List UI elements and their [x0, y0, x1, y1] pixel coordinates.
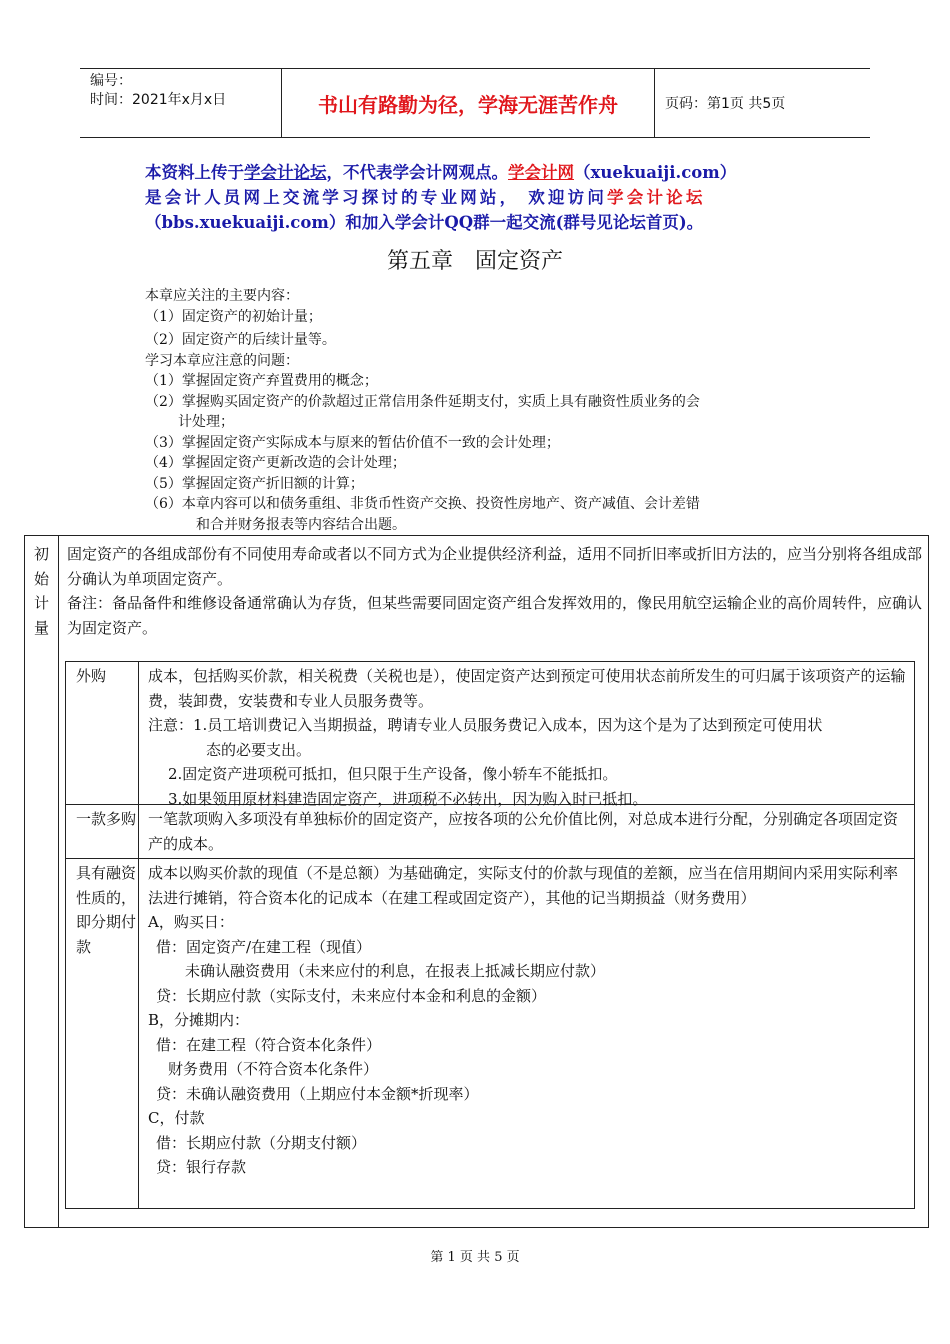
row-line: 贷：未确认融资费用（上期应付本金额*折现率）: [156, 1084, 479, 1103]
row-key: 具有融资性质的，即分期付款: [66, 859, 139, 1208]
page-footer: 第 1 页 共 5 页: [430, 1250, 520, 1265]
intro-heading-1: 本章应关注的主要内容：: [145, 288, 299, 304]
row-line: 贷：银行存款: [156, 1158, 247, 1176]
label-char: 初: [33, 545, 49, 563]
upload-notice: [145, 160, 810, 235]
row-value: [148, 664, 908, 811]
site-link[interactable]: 学会计网: [508, 163, 574, 182]
row-line: 2.固定资产进项税可抵扣，但只限于生产设备，像小轿车不能抵扣。: [168, 765, 618, 783]
intro-item: （3）掌握固定资产实际成本与原来的暂估价值不一致的会计处理；: [145, 434, 560, 451]
label-char: 量: [33, 618, 49, 637]
row-line: 借：在建工程（符合资本化条件）: [156, 1035, 382, 1054]
header-page-info: 页码：第1页 共5页: [665, 96, 786, 112]
row-line: A，购买日：: [148, 913, 234, 931]
label-char: 始: [33, 569, 49, 588]
row-value: [148, 807, 908, 856]
page-header: [80, 68, 870, 138]
notice-text-2: ，不代表学会计网观点。: [326, 163, 508, 182]
row-line: 注意：1.员工培训费记入当期损益，聘请专业人员服务费记入成本，因为这个是为了达到预定可使用状: [148, 716, 823, 734]
intro-item-cont: 和合并财务报表等内容结合出题。: [196, 516, 406, 533]
notice-text-4: 是会计人员网上交流学习探讨的专业网站， 欢迎访问: [145, 188, 608, 207]
section-para-1: 固定资产的各组成部份有不同使用寿命或者以不同方式为企业提供经济利益，适用不同折旧率或折旧方法的，应当分别将各组成部分确认为单项固定资产。: [67, 545, 923, 588]
row-line: 贷：长期应付款（实际支付，未来应付本金和利息的金额）: [156, 986, 547, 1005]
intro-item: （2）掌握购买固定资产的价款超过正常信用条件延期支付，实质上具有融资性质业务的会: [145, 393, 700, 410]
intro-item: （5）掌握固定资产折旧额的计算；: [145, 475, 364, 492]
header-meta: [80, 69, 282, 137]
notice-text-3: （xuekuaiji.com）: [574, 163, 737, 182]
forum-link-2[interactable]: 学会计论坛: [607, 188, 706, 207]
section-label: [25, 542, 58, 640]
intro-item: （6）本章内容可以和债务重组、非货币性资产交换、投资性房地产、资产减值、会计差错: [145, 496, 700, 512]
row-line: C，付款: [148, 1109, 205, 1127]
row-line: 成本，包括购买价款，相关税费（关税也是），使固定资产达到预定可使用状态前所发生的可归属于该项资产的运输费，装卸费，安装费和专业人员服务费等。: [148, 667, 906, 710]
row-line: 成本以购买价款的现值（不是总额）为基础确定，实际支付的价款与现值的差额，应当在信用期间内采用实际利率法进行摊销，符合资本化的记成本（在建工程或固定资产），其他的记当期损益（财务费用）: [148, 864, 899, 907]
table-row: [66, 859, 914, 1208]
notice-text-1: 本资料上传于: [145, 163, 244, 182]
table-row: [66, 662, 914, 808]
intro-item: （1）固定资产的初始计量；: [145, 308, 322, 325]
forum-link[interactable]: 学会计论坛: [244, 163, 327, 182]
initial-measurement-table: [24, 535, 929, 1228]
chapter-intro: [145, 286, 825, 535]
row-line: 未确认融资费用（未来应付的利息，在报表上抵减长期应付款）: [185, 962, 606, 980]
intro-heading-2: 学习本章应注意的问题：: [145, 352, 299, 369]
intro-item-cont: 计处理；: [178, 414, 234, 430]
notice-text-5: （bbs.xuekuaiji.com）和加入学会计QQ群一起交流(群号见论坛首页)。: [145, 213, 704, 232]
number-label: 编号：: [90, 73, 132, 89]
header-motto: 书山有路勤为径，学海无涯苦作舟: [282, 69, 655, 137]
row-line: 财务费用（不符合资本化条件）: [168, 1060, 379, 1078]
section-para-2: 备注：备品备件和维修设备通常确认为存货，但某些需要同固定资产组合发挥效用的，像民用航空运输企业的高价周转件，应确认为固定资产。: [67, 594, 923, 637]
row-value: [148, 861, 908, 1180]
label-char: 计: [33, 594, 49, 612]
row-key: 一款多购: [66, 805, 139, 858]
table-row: [66, 805, 914, 859]
acquisition-methods-table: [65, 661, 915, 1209]
row-key: 外购: [66, 662, 139, 804]
section-intro: [67, 542, 923, 640]
intro-item: （2）固定资产的后续计量等。: [145, 332, 336, 348]
section-label-cell: [25, 536, 59, 1227]
row-line: 借：长期应付款（分期支付额）: [156, 1133, 367, 1152]
row-line: B，分摊期内：: [148, 1011, 250, 1029]
row-line: 一笔款项购入多项没有单独标价的固定资产，应按各项的公允价值比例，对总成本进行分配，分别确定各项固定资产的成本。: [148, 810, 899, 853]
intro-item: （4）掌握固定资产更新改造的会计处理；: [145, 455, 406, 471]
chapter-title: 第五章 固定资产: [386, 249, 563, 274]
row-line: 态的必要支出。: [206, 740, 312, 759]
row-line: 借：固定资产/在建工程（现值）: [156, 937, 372, 956]
time-label: 时间：2021年x月x日: [90, 92, 227, 108]
intro-item: （1）掌握固定资产弃置费用的概念；: [145, 373, 378, 389]
row-line: 3.如果领用原材料建造固定资产，进项税不必转出，因为购入时已抵扣。: [168, 789, 648, 808]
